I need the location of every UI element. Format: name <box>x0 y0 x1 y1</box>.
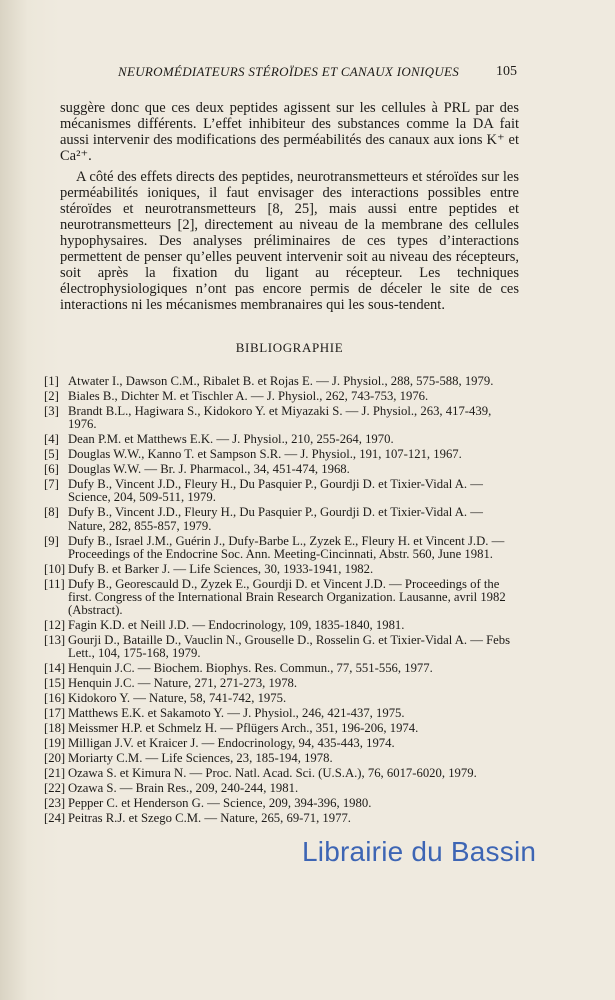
reference-text: Biales B., Dichter M. et Tischler A. — J. Physiol., 262, 743-753, 1976. <box>68 389 429 403</box>
watermark-text: Librairie du Bassin <box>302 836 537 867</box>
reference-item <box>44 619 520 632</box>
reference-number: [18] <box>44 721 66 736</box>
bibliography-heading: BIBLIOGRAPHIE <box>235 340 344 355</box>
reference-item <box>44 506 520 532</box>
reference-number: [3] <box>44 404 59 418</box>
reference-item <box>44 692 520 705</box>
reference-item <box>44 677 520 690</box>
reference-number: [17] <box>44 706 66 721</box>
reference-text: Dufy B., Georescauld D., Zyzek E., Gourdji D. et Vincent J.D. — Proceedings of the first. Congress of the International Brain Research Organization. Lausanne, avril 1982 (Abstract). <box>68 576 506 618</box>
reference-text: Peitras R.J. et Szego C.M. — Nature, 265, 69-71, 1977. <box>68 811 351 826</box>
paragraph: A côté des effets directs des peptides, neurotransmetteurs et stéroïdes sur les perméabilités ioniques, il faut envisager des interactions possibles entre stéroïdes et neurotransmetteurs [8, 25], mais aussi entre peptides et neurotransmetteurs [2], directement au niveau de la membrane des cellules hypophysaires. Des analyses préliminaires de ces types d’interactions permettent de penser qu’elles peuvent intervenir soit au niveau des récepteurs, soit après la fixation du ligant au récepteur. Les techniques électrophysiologiques n’ont pas encore permis de déceler le site de ces interactions ni les mécanismes membranaires qui les sous-tendent. <box>60 169 519 313</box>
reference-item <box>44 433 520 446</box>
reference-number: [24] <box>44 811 66 826</box>
reference-item <box>44 767 520 780</box>
reference-item <box>44 662 520 675</box>
reference-number: [2] <box>44 389 59 403</box>
reference-number: [19] <box>44 736 66 751</box>
reference-item <box>44 737 520 750</box>
reference-item <box>44 722 520 735</box>
reference-item <box>44 578 520 618</box>
reference-text: Fagin K.D. et Neill J.D. — Endocrinology, 109, 1835-1840, 1981. <box>68 618 405 633</box>
reference-text: Dufy B. et Barker J. — Life Sciences, 30, 1933-1941, 1982. <box>68 561 374 576</box>
reference-text: Matthews E.K. et Sakamoto Y. — J. Physiol., 246, 421-437, 1975. <box>68 706 405 721</box>
reference-list <box>44 375 520 827</box>
reference-item <box>44 478 520 504</box>
reference-item <box>44 375 520 388</box>
reference-item <box>44 463 520 476</box>
reference-number: [6] <box>44 462 59 477</box>
page-number: 105 <box>496 64 517 79</box>
reference-item <box>44 535 520 561</box>
reference-text: Kidokoro Y. — Nature, 58, 741-742, 1975. <box>68 691 287 706</box>
paragraph: suggère donc que ces deux peptides agissent sur les cellules à PRL par des mécanismes différents. L’effet inhibiteur des substances comme la DA fait aussi intervenir des modifications des perméabilités des canaux aux ions K⁺ et Ca²⁺. <box>60 100 519 164</box>
reference-number: [16] <box>44 691 66 706</box>
reference-number: [8] <box>44 505 59 520</box>
reference-number: [11] <box>44 576 65 591</box>
reference-text: Ozawa S. — Brain Res., 209, 240-244, 1981. <box>68 781 299 796</box>
reference-text: Dufy B., Vincent J.D., Fleury H., Du Pasquier P., Gourdji D. et Tixier-Vidal A. — Science, 204, 509-511, 1979. <box>68 477 483 505</box>
reference-item <box>44 812 520 825</box>
reference-text: Moriarty C.M. — Life Sciences, 23, 185-194, 1978. <box>68 751 333 766</box>
reference-number: [23] <box>44 796 66 811</box>
reference-number: [9] <box>44 533 59 548</box>
reference-number: [14] <box>44 661 66 676</box>
reference-item <box>44 448 520 461</box>
body-text <box>60 100 519 313</box>
reference-text: Dufy B., Vincent J.D., Fleury H., Du Pasquier P., Gourdji D. et Tixier-Vidal A. — Nature, 282, 855-857, 1979. <box>68 505 483 533</box>
reference-text: Henquin J.C. — Nature, 271, 271-273, 1978. <box>68 676 298 691</box>
reference-item <box>44 707 520 720</box>
reference-item <box>44 563 520 576</box>
reference-item <box>44 752 520 765</box>
reference-text: Milligan J.V. et Kraicer J. — Endocrinology, 94, 435-443, 1974. <box>68 736 395 751</box>
reference-text: Brandt B.L., Hagiwara S., Kidokoro Y. et Miyazaki S. — J. Physiol., 263, 417-439, 1976. <box>68 404 492 432</box>
reference-number: [15] <box>44 676 66 691</box>
reference-item <box>44 782 520 795</box>
reference-number: [21] <box>44 766 66 781</box>
reference-item <box>44 797 520 810</box>
reference-text: Douglas W.W., Kanno T. et Sampson S.R. — J. Physiol., 191, 107-121, 1967. <box>68 447 462 462</box>
reference-item <box>44 390 520 403</box>
reference-number: [5] <box>44 447 59 462</box>
reference-text: Pepper C. et Henderson G. — Science, 209, 394-396, 1980. <box>68 796 372 811</box>
reference-item <box>44 405 520 431</box>
reference-number: [13] <box>44 633 66 648</box>
reference-number: [12] <box>44 618 66 633</box>
reference-number: [1] <box>44 374 59 388</box>
reference-text: Ozawa S. et Kimura N. — Proc. Natl. Acad. Sci. (U.S.A.), 76, 6017-6020, 1979. <box>68 766 477 781</box>
reference-item <box>44 634 520 660</box>
reference-number: [20] <box>44 751 66 766</box>
reference-number: [22] <box>44 781 66 796</box>
reference-text: Dean P.M. et Matthews E.K. — J. Physiol., 210, 255-264, 1970. <box>68 432 394 447</box>
reference-number: [7] <box>44 477 59 492</box>
running-title: NEUROMÉDIATEURS STÉROÏDES ET CANAUX IONIQUES <box>118 64 460 79</box>
reference-text: Gourji D., Bataille D., Vauclin N., Grouselle D., Rosselin G. et Tixier-Vidal A. — Febs Lett., 104, 175-168, 1979. <box>68 633 511 661</box>
reference-number: [10] <box>44 561 66 576</box>
reference-text: Dufy B., Israel J.M., Guérin J., Dufy-Barbe L., Zyzek E., Fleury H. et Vincent J.D. — Proceedings of the Endocrine Soc. Ann. Meeting-Cincinnati, Abstr. 560, June 1981. <box>68 533 505 561</box>
reference-text: Meissmer H.P. et Schmelz H. — Pflügers Arch., 351, 196-206, 1974. <box>68 721 419 736</box>
reference-text: Atwater I., Dawson C.M., Ribalet B. et Rojas E. — J. Physiol., 288, 575-588, 1979. <box>68 374 494 388</box>
reference-text: Douglas W.W. — Br. J. Pharmacol., 34, 451-474, 1968. <box>68 462 350 477</box>
reference-number: [4] <box>44 432 59 447</box>
reference-text: Henquin J.C. — Biochem. Biophys. Res. Commun., 77, 551-556, 1977. <box>68 661 433 676</box>
